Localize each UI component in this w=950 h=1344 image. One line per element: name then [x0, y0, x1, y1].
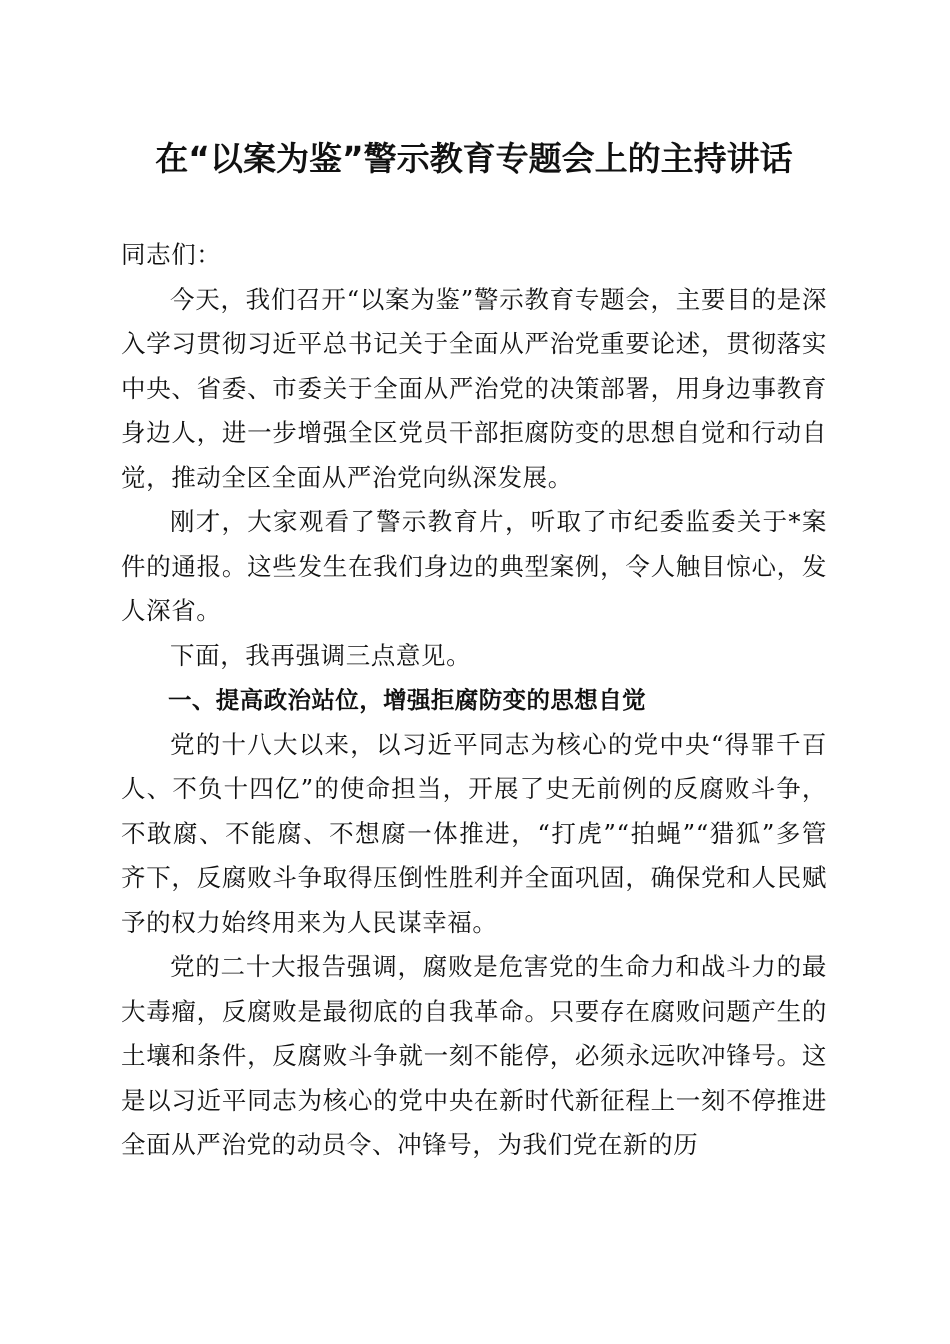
paragraph-case-report: 刚才，大家观看了警示教育片，听取了市纪委监委关于*案件的通报。这些发生在我们身边的典型案例，令人触目惊心，发人深省。: [121, 507, 827, 625]
section-heading-1: 一、提高政治站位，增强拒腐防变的思想自觉: [168, 686, 646, 714]
paragraph-three-points: 下面，我再强调三点意见。: [170, 640, 472, 670]
document-body: [121, 233, 827, 1168]
salutation: 同志们：: [121, 240, 222, 269]
document-page: [121, 0, 827, 1344]
section-1-paragraph: 党的十八大以来，以习近平同志为核心的党中央“得罪千百人、不负十四亿”的使命担当，开展了史无前例的反腐败斗争，不敢腐、不能腐、不想腐一体推进，“打虎”“拍蝇”“猎狐”多管齐下，反腐败斗争取得压倒性胜利并全面巩固，确保党和人民赋予的权力始终用来为人民谋幸福。: [121, 729, 827, 937]
document-title: 在“以案为鉴”警示教育专题会上的主持讲话: [155, 139, 793, 178]
paragraph-opening: 今天，我们召开“以案为鉴”警示教育专题会，主要目的是深入学习贯彻习近平总书记关于全面从严治党重要论述，贯彻落实中央、省委、市委关于全面从严治党的决策部署，用身边事教育身边人，进一步增强全区党员干部拒腐防变的思想自觉和行动自觉，推动全区全面从严治党向纵深发展。: [121, 284, 827, 492]
section-1-paragraph: 党的二十大报告强调，腐败是危害党的生命力和战斗力的最大毒瘤，反腐败是最彻底的自我革命。只要存在腐败问题产生的土壤和条件，反腐败斗争就一刻不能停，必须永远吹冲锋号。这是以习近平同志为核心的党中央在新时代新征程上一刻不停推进全面从严治党的动员令、冲锋号，为我们党在新的历: [121, 952, 827, 1159]
